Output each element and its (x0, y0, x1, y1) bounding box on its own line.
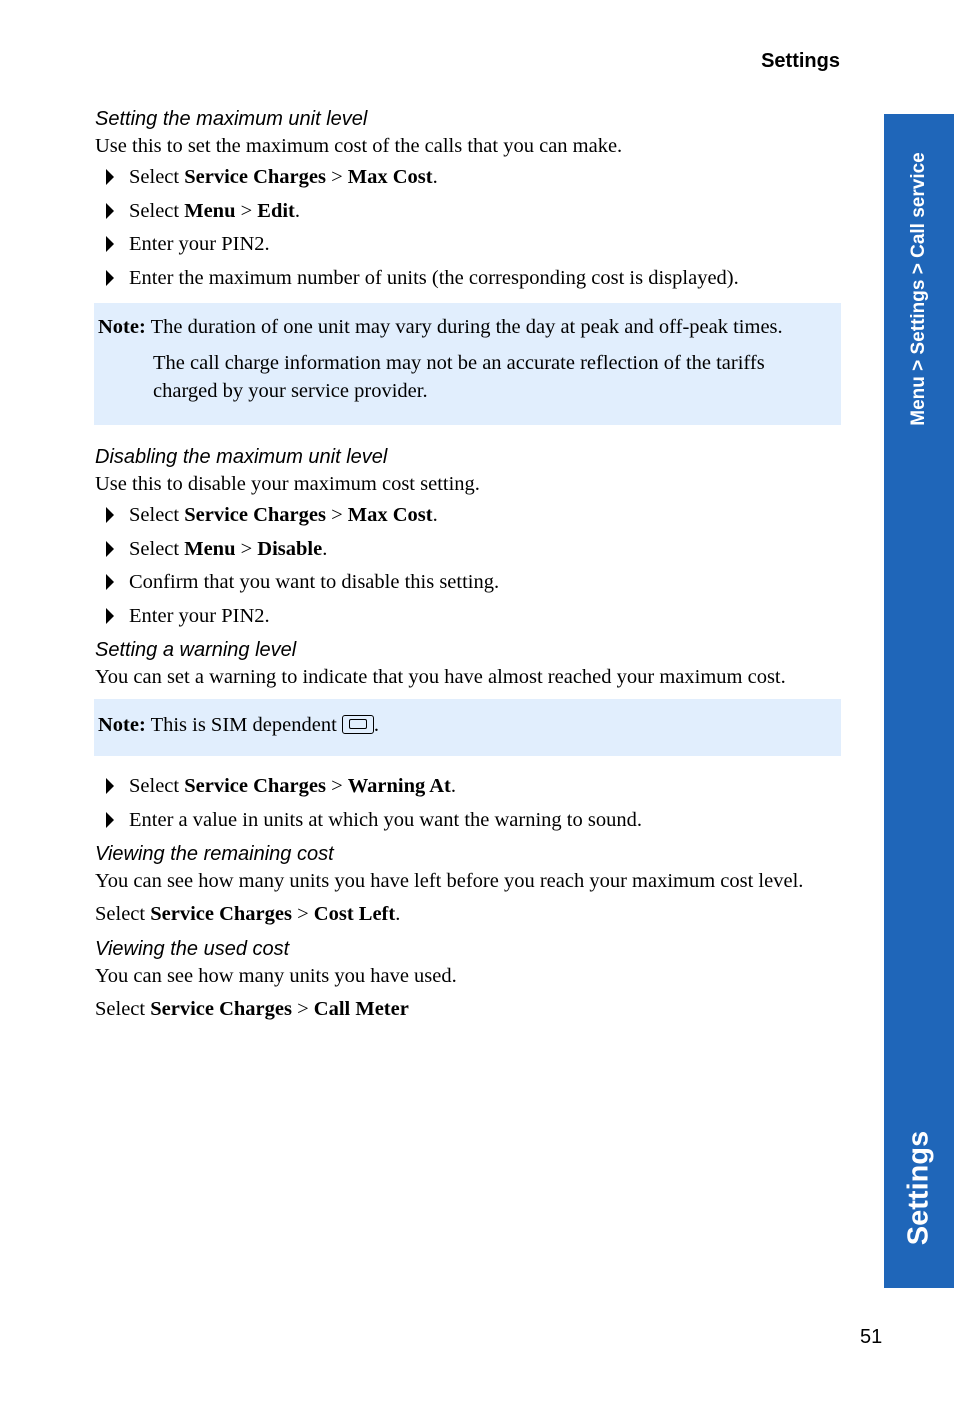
section-intro: You can see how many units you have used. (95, 965, 457, 987)
bullet-arrow-icon (106, 270, 114, 286)
bullet-arrow-icon (106, 608, 114, 624)
sim-card-icon (342, 715, 374, 734)
section-used (95, 934, 841, 1023)
step-item: Select Service Charges > Max Cost. (95, 499, 841, 533)
running-header: Settings (761, 50, 840, 72)
select-instruction: Select Service Charges > Cost Left. (95, 903, 401, 925)
step-list (95, 161, 841, 295)
step-item: Enter your PIN2. (95, 600, 841, 634)
section-remaining (95, 839, 841, 928)
section-warning (95, 635, 841, 837)
step-item: Enter a value in units at which you want the warning to sound. (95, 804, 841, 838)
step-item: Enter the maximum number of units (the corresponding cost is displayed). (95, 262, 841, 296)
bullet-arrow-icon (106, 236, 114, 252)
side-breadcrumb: Menu > Settings > Call service (908, 152, 929, 426)
step-item: Select Menu > Disable. (95, 533, 841, 567)
section-intro: You can see how many units you have left before you reach your maximum cost level. (95, 870, 804, 892)
note-box (94, 303, 841, 425)
step-item: Confirm that you want to disable this setting. (95, 566, 841, 600)
note-text-secondary: The call charge information may not be an accurate reflection of the tariffs charged by your service provider. (153, 352, 765, 402)
section-heading: Setting the maximum unit level (95, 108, 368, 130)
page-content (95, 104, 841, 1023)
section-disable (95, 442, 841, 633)
note-label: Note: (98, 316, 146, 338)
section-heading: Viewing the used cost (95, 938, 290, 960)
step-item: Select Menu > Edit. (95, 195, 841, 229)
section-heading: Setting a warning level (95, 639, 297, 661)
note-text: The duration of one unit may vary during the day at peak and off-peak times. (145, 316, 783, 338)
note-box: Note: This is SIM dependent . (94, 699, 841, 756)
bullet-arrow-icon (106, 778, 114, 794)
section-max-unit (95, 104, 841, 425)
section-heading: Disabling the maximum unit level (95, 446, 388, 468)
step-list (95, 770, 841, 837)
note-label: Note: (98, 714, 146, 736)
section-intro: Use this to disable your maximum cost setting. (95, 473, 480, 495)
side-tab (884, 114, 954, 1288)
bullet-arrow-icon (106, 203, 114, 219)
step-item: Select Service Charges > Max Cost. (95, 161, 841, 195)
bullet-arrow-icon (106, 507, 114, 523)
step-item: Enter your PIN2. (95, 228, 841, 262)
section-intro: You can set a warning to indicate that you have almost reached your maximum cost. (95, 666, 786, 688)
section-heading: Viewing the remaining cost (95, 843, 334, 865)
bullet-arrow-icon (106, 812, 114, 828)
step-item: Select Service Charges > Warning At. (95, 770, 841, 804)
bullet-arrow-icon (106, 574, 114, 590)
select-instruction: Select Service Charges > Call Meter (95, 998, 409, 1020)
section-intro: Use this to set the maximum cost of the calls that you can make. (95, 135, 623, 157)
bullet-arrow-icon (106, 541, 114, 557)
bullet-arrow-icon (106, 169, 114, 185)
step-list (95, 499, 841, 633)
note-text: This is SIM dependent (145, 714, 342, 736)
page-number: 51 (860, 1326, 883, 1348)
side-section-title: Settings (902, 1130, 935, 1246)
